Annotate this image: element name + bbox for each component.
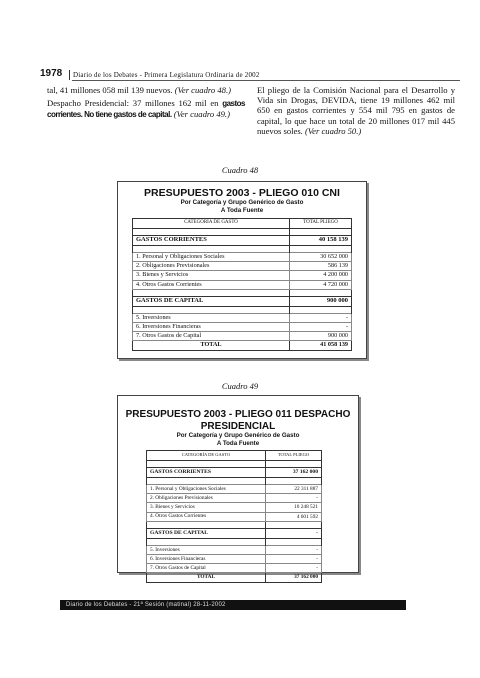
table-row-total xyxy=(133,341,352,350)
left-p1-ref: (Ver cuadro 48.) xyxy=(174,85,231,95)
left-p2-ref: (Ver cuadro 49.) xyxy=(173,109,230,120)
table-row xyxy=(133,271,352,280)
gc-value: 40 158 139 xyxy=(290,236,352,246)
row-label: 2. Obligaciones Previsionales xyxy=(133,262,290,271)
row-label: 6. Inversiones Financieras xyxy=(133,323,290,332)
row-label: 7. Otros Gastos de Capital xyxy=(147,564,266,573)
right-p1-text: El pliego de la Comisión Nacional para el Desarrollo y Vida sin Drogas, DEVIDA, tiene 19 millones 462 mil 650 en gastos corrientes y 554 mil 795 en gastos de capital, lo que hace un total de 20 millones 017 mil 445 nuevos soles. xyxy=(257,85,455,136)
cuadro-49-subtitle-2: A Toda Fuente xyxy=(216,439,260,447)
total-value: 41 058 139 xyxy=(290,341,352,350)
table-row xyxy=(133,280,352,289)
row-label: 3. Bienes y Servicios xyxy=(133,271,290,280)
col-header-category: CATEGORÍA DE GASTO xyxy=(133,219,290,229)
table-row xyxy=(147,485,322,494)
row-value: 4 601 592 xyxy=(266,512,322,521)
table-row xyxy=(133,332,352,341)
page-header xyxy=(40,69,460,81)
gk-value: - xyxy=(266,528,322,538)
row-value: - xyxy=(266,545,322,554)
table-header-row xyxy=(133,219,352,229)
cuadro-49-subtitle-1: Por Categoría y Grupo Genérico de Gasto xyxy=(176,432,300,439)
row-label: 3. Bienes y Servicios xyxy=(147,503,266,512)
row-value: 900 000 xyxy=(290,332,352,341)
table-row-total xyxy=(147,573,322,582)
cuadro-49-box xyxy=(117,395,359,581)
header-rule xyxy=(72,80,460,81)
table-row-gastos-capital xyxy=(147,528,322,538)
row-label: 2. Obligaciones Previsionales xyxy=(147,494,266,503)
row-value: 22 311 887 xyxy=(266,485,322,494)
cuadro-48-box xyxy=(117,181,367,359)
header-separator xyxy=(69,70,70,80)
cuadro-48-caption: Cuadro 48 xyxy=(221,165,259,175)
left-p2-text: Despacho Presidencial: 37 millones 162 mil en xyxy=(47,98,219,109)
header-title: Diario de los Debates - Primera Legislatura Ordinaria de 2002 xyxy=(73,71,260,79)
table-row-gastos-corrientes xyxy=(147,468,322,478)
row-label: 6. Inversiones Financieras xyxy=(147,555,266,564)
cuadro-48-table xyxy=(132,218,352,351)
cuadro-49-title-2: PRESIDENCIAL xyxy=(200,420,276,432)
row-value: - xyxy=(266,494,322,503)
table-row xyxy=(147,564,322,573)
gc-value: 37 162 000 xyxy=(266,468,322,478)
gk-value: 900 000 xyxy=(290,296,352,306)
left-p2-cond: gastos corrientes. No tiene gastos de capital. xyxy=(47,99,245,120)
row-value: 4 720 000 xyxy=(290,280,352,289)
table-row xyxy=(133,313,352,322)
left-p1-text: tal, 41 millones 058 mil 139 nuevos. xyxy=(47,85,173,95)
left-paragraph-1 xyxy=(47,85,245,95)
right-paragraph-1 xyxy=(257,85,455,136)
cuadro-48-subtitle-2: A Toda Fuente xyxy=(220,206,264,214)
cuadro-48-subtitle-1: Por Categoría y Grupo Genérico de Gasto xyxy=(180,199,304,206)
row-label: 5. Inversiones xyxy=(133,313,290,322)
row-label: 1. Personal y Obligaciones Sociales xyxy=(147,485,266,494)
gk-label: GASTOS DE CAPITAL xyxy=(147,528,266,538)
row-value: 30 652 000 xyxy=(290,253,352,262)
table-row xyxy=(133,262,352,271)
total-label: TOTAL xyxy=(147,573,266,582)
table-row xyxy=(133,323,352,332)
table-row-gastos-corrientes xyxy=(133,236,352,246)
row-label: 7. Otros Gastos de Capital xyxy=(133,332,290,341)
left-paragraph-2 xyxy=(47,98,245,120)
table-row-gastos-capital xyxy=(133,296,352,306)
row-value: - xyxy=(266,564,322,573)
table-row xyxy=(133,253,352,262)
cuadro-49-table xyxy=(146,450,322,583)
table-row xyxy=(147,503,322,512)
row-value: - xyxy=(290,313,352,322)
table-row xyxy=(147,512,322,521)
col-header-category: CATEGORÍA DE GASTO xyxy=(147,451,266,461)
cuadro-48-title: PRESUPUESTO 2003 - PLIEGO 010 CNI xyxy=(144,187,340,199)
total-label: TOTAL xyxy=(133,341,290,350)
row-value: 4 200 000 xyxy=(290,271,352,280)
col-header-total: TOTAL PLIEGO xyxy=(290,219,352,229)
row-label: 5. Inversiones xyxy=(147,545,266,554)
total-value: 37 162 000 xyxy=(266,573,322,582)
row-value: 10 248 521 xyxy=(266,503,322,512)
table-header-row xyxy=(147,451,322,461)
page-footer: Diario de los Debates - 21ª Sesión (matinal) 28-11-2002 xyxy=(60,600,406,610)
row-value: - xyxy=(266,555,322,564)
table-row xyxy=(147,494,322,503)
table-row xyxy=(147,545,322,554)
row-label: 4. Otros Gastos Corrientes xyxy=(133,280,290,289)
cuadro-49-title-1: PRESUPUESTO 2003 - PLIEGO 011 DESPACHO xyxy=(125,409,351,420)
page-number: 1978 xyxy=(40,68,63,79)
table-row xyxy=(147,555,322,564)
row-label: 4. Otros Gastos Corrientes xyxy=(147,512,266,521)
right-p1-ref: (Ver cuadro 50.) xyxy=(305,125,362,136)
gc-label: GASTOS CORRIENTES xyxy=(133,236,290,246)
gc-label: GASTOS CORRIENTES xyxy=(147,468,266,478)
right-column xyxy=(257,85,455,139)
cuadro-49-caption: Cuadro 49 xyxy=(221,381,259,391)
row-value: 586 139 xyxy=(290,262,352,271)
row-label: 1. Personal y Obligaciones Sociales xyxy=(133,253,290,262)
row-value: - xyxy=(290,323,352,332)
col-header-total: TOTAL PLIEGO xyxy=(266,451,322,461)
gk-label: GASTOS DE CAPITAL xyxy=(133,296,290,306)
left-column xyxy=(47,85,245,124)
